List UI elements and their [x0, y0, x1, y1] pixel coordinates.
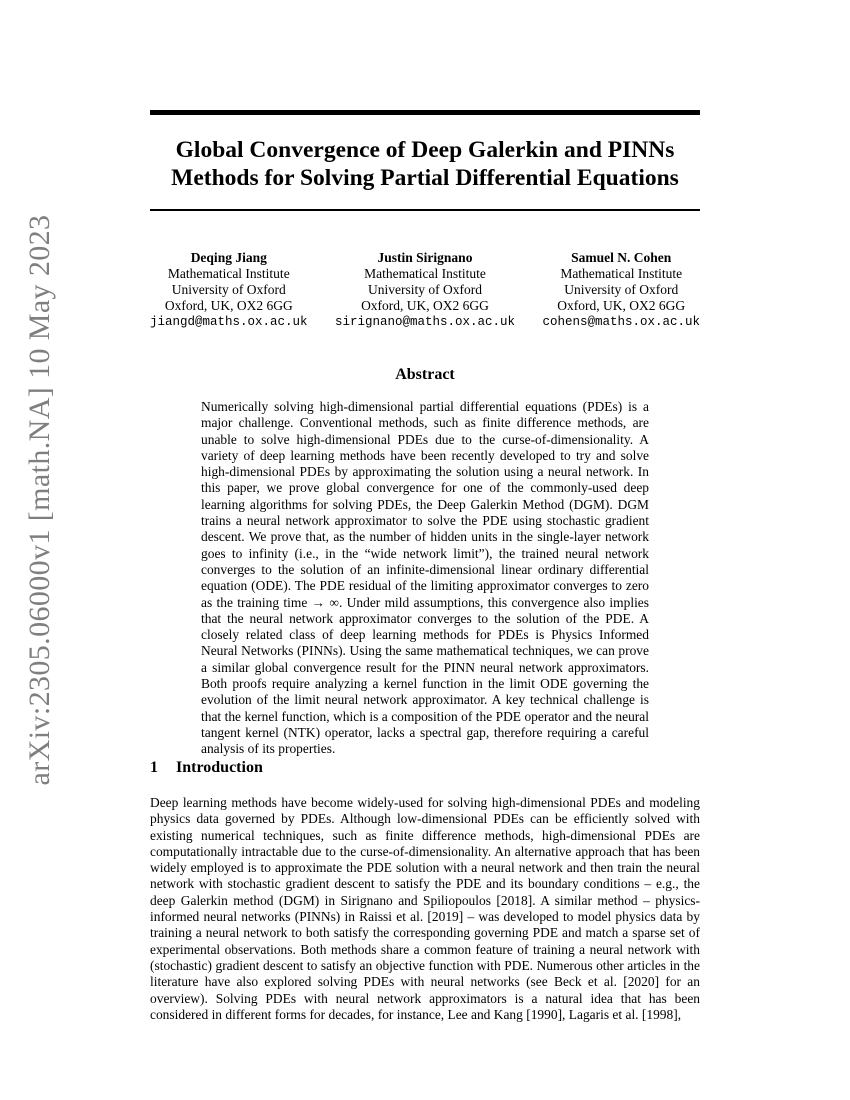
author-email[interactable]: sirignano@maths.ox.ac.uk [334, 315, 516, 329]
author-university: University of Oxford [564, 282, 679, 297]
author-card [335, 250, 515, 330]
author-name: Justin Sirignano [377, 250, 473, 265]
author-university: University of Oxford [171, 282, 286, 297]
arxiv-identifier: arXiv:2305.06000v1 [math.NA] 10 May 2023 [23, 214, 56, 786]
author-affiliation: Mathematical Institute [364, 266, 486, 281]
author-email[interactable]: jiangd@maths.ox.ac.uk [150, 315, 308, 329]
author-name: Samuel N. Cohen [571, 250, 672, 265]
abstract-heading: Abstract [395, 366, 455, 383]
author-block [150, 250, 700, 330]
section-number: 1 [150, 759, 158, 776]
author-name: Deqing Jiang [190, 250, 267, 265]
author-card [542, 250, 700, 330]
paper-title: Global Convergence of Deep Galerkin and PINNs Methods for Solving Partial Differential Equations [171, 137, 679, 191]
author-address: Oxford, UK, OX2 6GG [557, 298, 686, 313]
author-card [150, 250, 308, 330]
author-university: University of Oxford [368, 282, 482, 297]
introduction-text: Deep learning methods have become widely-used for solving high-dimensional PDEs and modeling physics data governed by PDEs. Although low-dimensional PDEs can be efficiently solved with existing numerical techniques, such as finite difference methods, high-dimensional PDEs are computationally intractable due to the curse-of-dimensionality. An alternative approach that has been widely employed is to approximate the PDE solution with a neural network and then train the neural network with stochastic gradient descent to satisfy the PDE and its boundary conditions – e.g., the deep Galerkin method (DGM) in Sirignano and Spiliopoulos [2018]. A similar method – physics-informed neural networks (PINNs) in Raissi et al. [2019] – was developed to model physics data by training a neural network to both satisfy the corresponding governing PDE and match a sparse set of experimental observations. Both methods share a common feature of training a neural network with (stochastic) gradient descent to satisfy an objective function with PDE. Numerous other articles in the literature have also explored solving PDEs with neural networks (see Beck et al. [2020] for an overview). Solving PDEs with neural network approximators is a natural idea that has been considered in different forms for decades, for instance, Lee and Kang [1990], Lagaris et al. [1998], [150, 795, 700, 1022]
section-title: Introduction [176, 759, 263, 776]
author-address: Oxford, UK, OX2 6GG [361, 298, 489, 313]
title-rule-top [150, 110, 700, 115]
title-rule-bottom [150, 209, 700, 211]
abstract-text: Numerically solving high-dimensional partial differential equations (PDEs) is a major challenge. Conventional methods, such as finite difference methods, are unable to solve high-dimensional PDEs due to the curse-of-dimensionality. A variety of deep learning methods have been recently developed to try and solve high-dimensional PDEs by approximating the solution using a neural network. In this paper, we prove global convergence for one of the commonly-used deep learning algorithms for solving PDEs, the Deep Galerkin Method (DGM). DGM trains a neural network approximator to solve the PDE using stochastic gradient descent. We prove that, as the number of hidden units in the single-layer network goes to infinity (i.e., in the “wide network limit”), the trained neural network converges to the solution of an infinite-dimensional linear ordinary differential equation (ODE). The PDE residual of the limiting approximator converges to zero as the training time → ∞. Under mild assumptions, this convergence also implies that the neural network approximator converges to the solution of the PDE. A closely related class of deep learning methods for PDEs is Physics Informed Neural Networks (PINNs). Using the same mathematical techniques, we can prove a similar global convergence result for the PINN neural network approximators. Both proofs require analyzing a kernel function in the limit ODE governing the evolution of the limit neural network approximator. A key technical challenge is that the kernel function, which is a composition of the PDE operator and the neural tangent kernel (NTK) operator, lacks a spectral gap, therefore requiring a careful analysis of its properties. [201, 399, 649, 757]
section-heading [150, 759, 263, 777]
author-address: Oxford, UK, OX2 6GG [164, 298, 293, 313]
author-email[interactable]: cohens@maths.ox.ac.uk [542, 315, 700, 329]
author-affiliation: Mathematical Institute [560, 266, 683, 281]
author-affiliation: Mathematical Institute [167, 266, 290, 281]
